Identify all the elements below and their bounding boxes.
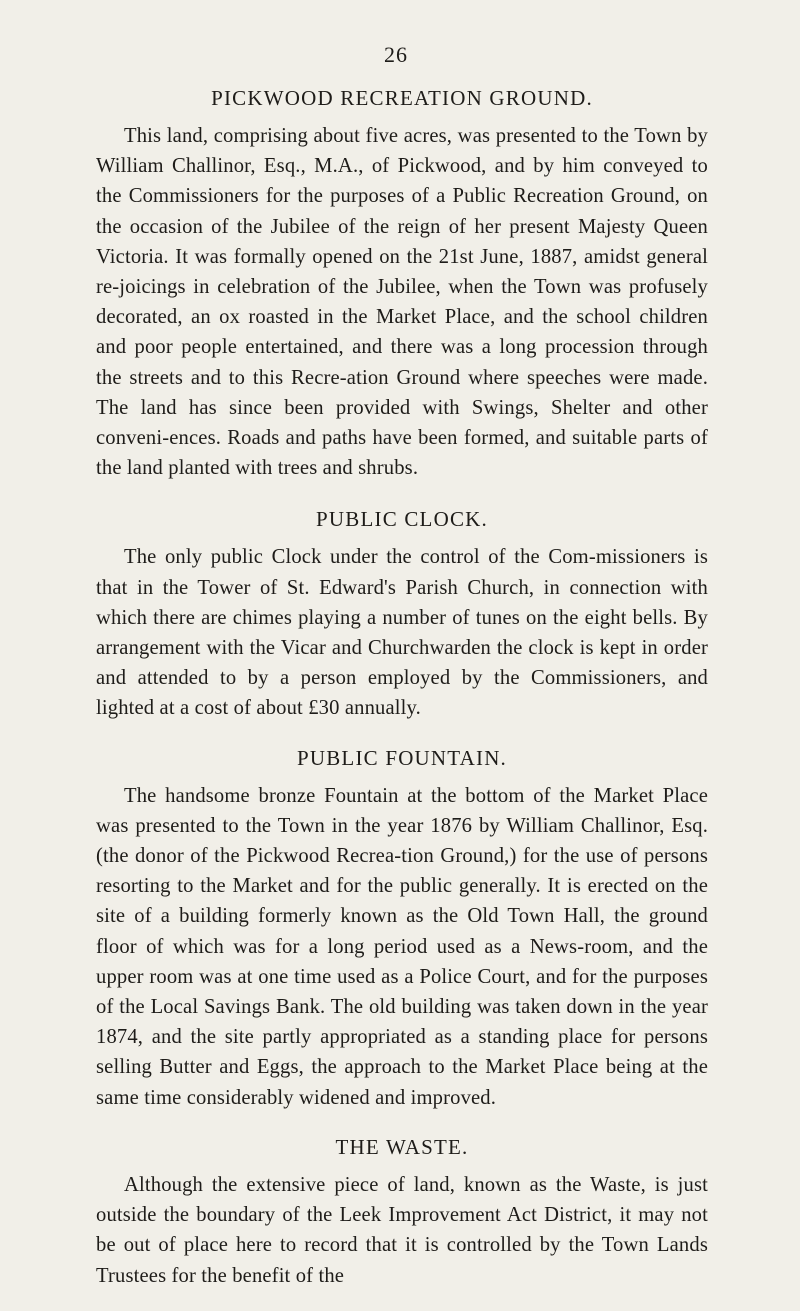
section-paragraph: The only public Clock under the control of the Com-missioners is that in the Tower of St. Edward's Parish Church, in connection with which there are chimes playing a number of tunes on the eight bells. By arrangement with the Vicar and Churchwarden the clock is kept in order and attended to by a person employed by the Commissioners, and lighted at a cost of about £30 annually. — [96, 546, 708, 720]
page-number: 26 — [384, 42, 408, 67]
section-paragraph: This land, comprising about five acres, was presented to the Town by William Challinor, Esq., M.A., of Pickwood, and by him conveyed to the Commissioners for the purposes of a Public Recreation Ground, on the occasion of the Jubilee of the reign of her present Majesty Queen Victoria. It was formally opened on the 21st June, 1887, amidst general re-joicings in celebration of the Jubilee, when the Town was profusely decorated, an ox roasted in the Market Place, and the school children and poor people entertained, and there was a long procession through the streets and to this Recre-ation Ground where speeches were made. The land has since been provided with Swings, Shelter and other conveni-ences. Roads and paths have been formed, and suitable parts of the land planted with trees and shrubs. — [96, 125, 708, 480]
section-public-clock — [96, 507, 708, 723]
section-paragraph: The handsome bronze Fountain at the bottom of the Market Place was presented to the Town in the year 1876 by William Challinor, Esq. (the donor of the Pickwood Recrea-tion Ground,) for the use of persons resorting to the Market and for the public generally. It is erected on the site of a building formerly known as the Old Town Hall, the ground floor of which was for a long period used as a News-room, and the upper room was at one time used as a Police Court, and for the purposes of the Local Savings Bank. The old building was taken down in the year 1874, and the site partly appropriated as a standing place for persons selling Butter and Eggs, the approach to the Market Place being at the same time considerably widened and improved. — [96, 784, 708, 1109]
section-heading: PUBLIC FOUNTAIN. — [296, 745, 508, 770]
section-heading: THE WASTE. — [335, 1134, 469, 1159]
section-pickwood-recreation-ground — [96, 86, 708, 483]
section-the-waste — [96, 1135, 708, 1291]
section-public-fountain — [96, 746, 708, 1113]
section-heading: PICKWOOD RECREATION GROUND. — [211, 86, 593, 110]
document-body — [96, 86, 708, 1311]
section-paragraph: Although the extensive piece of land, known as the Waste, is just outside the boundary of the Leek Improvement Act District, it may not be out of place here to record that it is controlled by the Town Lands Trustees for the benefit of the — [96, 1173, 708, 1287]
section-heading: PUBLIC CLOCK. — [316, 507, 488, 532]
